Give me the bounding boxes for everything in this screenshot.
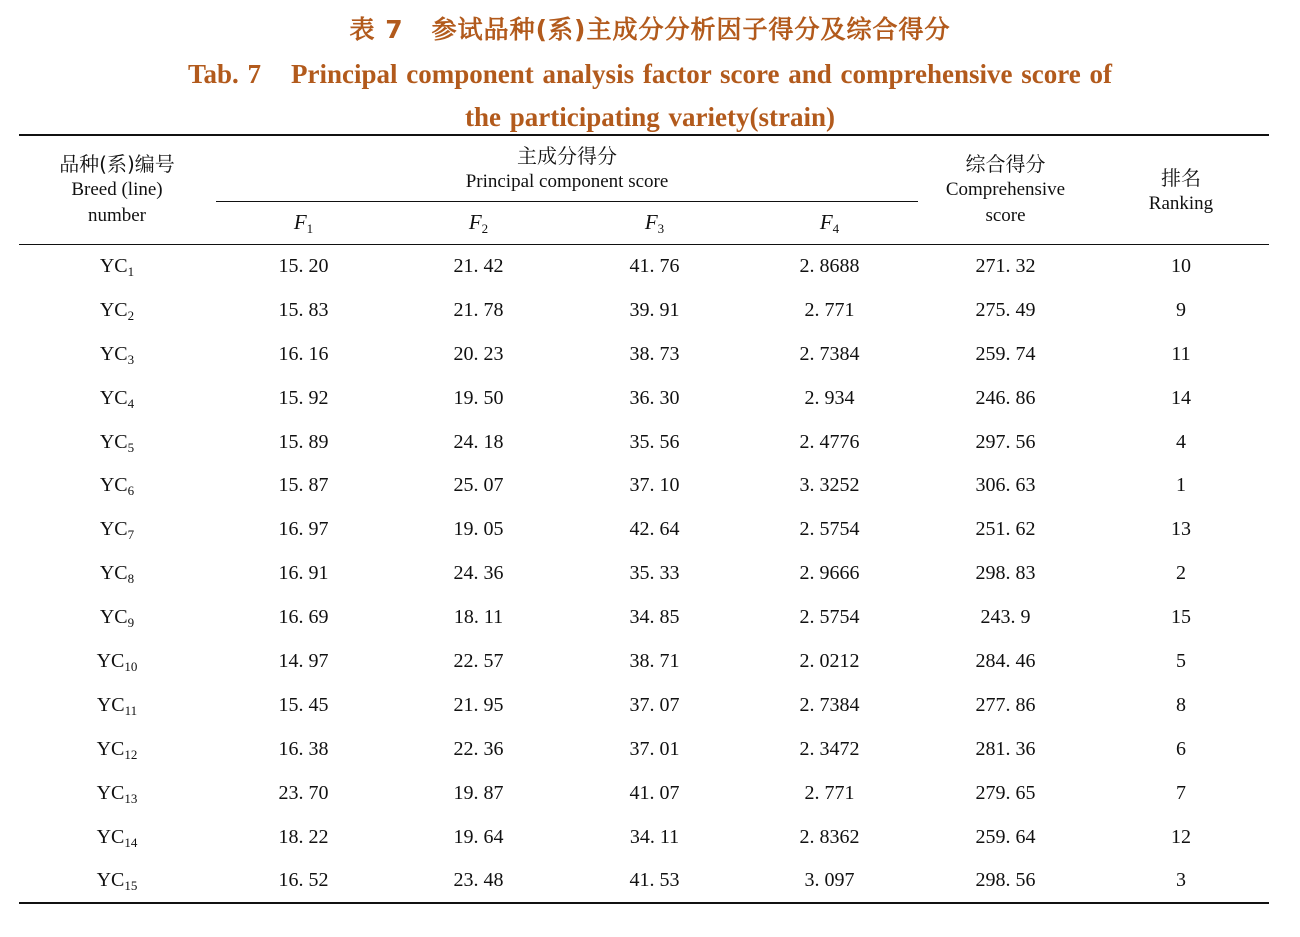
breed-prefix: YC	[96, 869, 125, 892]
f3-value: 37. 01	[629, 737, 680, 760]
f3-value: 35. 56	[629, 430, 680, 453]
ranking-value: 12	[1171, 825, 1191, 848]
ranking-value: 8	[1176, 693, 1186, 716]
header-rank-en: Ranking	[1148, 193, 1214, 214]
f2-value: 22. 36	[453, 737, 504, 760]
factor-letter: F	[819, 210, 833, 234]
breed-subscript: 8	[127, 571, 135, 587]
f2-value: 24. 18	[453, 430, 504, 453]
ranking-value: 9	[1176, 298, 1186, 321]
breed-id	[19, 377, 215, 421]
comprehensive-value: 298. 83	[975, 562, 1036, 585]
factor-subscript: 1	[306, 221, 314, 236]
table-top-rule	[19, 134, 1269, 136]
header-breed-en-line1: Breed (line)	[71, 179, 163, 200]
breed-id	[19, 333, 215, 377]
f4-value: 2. 3472	[799, 737, 860, 760]
comprehensive-value: 259. 64	[975, 825, 1036, 848]
f1-value: 15. 83	[278, 298, 329, 321]
f2-value: 22. 57	[453, 650, 504, 673]
header-breed-en-line2: number	[87, 205, 147, 226]
f3-value: 41. 76	[629, 255, 680, 277]
table-number-zh: 表 7	[349, 15, 404, 44]
comprehensive-value: 259. 74	[975, 342, 1036, 365]
f4-value: 2. 771	[804, 781, 855, 804]
f4-value: 2. 5754	[799, 518, 860, 541]
f2-value: 23. 48	[453, 869, 504, 892]
table-row	[19, 377, 1269, 421]
table-row	[19, 728, 1269, 772]
f1-value: 16. 97	[278, 518, 329, 541]
breed-id	[19, 728, 215, 772]
ranking-value: 7	[1176, 781, 1186, 804]
f4-value: 2. 7384	[799, 342, 860, 365]
table-body	[19, 245, 1269, 903]
breed-id	[19, 816, 215, 860]
f3-value: 35. 33	[629, 562, 680, 585]
table-row	[19, 245, 1269, 289]
f1-value: 15. 92	[278, 386, 329, 409]
ranking-value: 10	[1171, 255, 1191, 277]
breed-id	[19, 464, 215, 508]
header-f4	[742, 209, 917, 242]
f1-value: 14. 97	[278, 650, 329, 673]
table-row	[19, 552, 1269, 596]
header-ranking	[1093, 165, 1269, 217]
breed-id	[19, 245, 215, 289]
ranking-value: 14	[1171, 386, 1191, 409]
breed-id	[19, 772, 215, 816]
ranking-value: 5	[1176, 650, 1186, 673]
breed-prefix: YC	[99, 606, 128, 629]
breed-prefix: YC	[99, 386, 128, 409]
header-f3	[567, 209, 742, 242]
f3-value: 41. 53	[629, 869, 680, 892]
breed-subscript: 11	[124, 702, 138, 718]
header-breed-zh: 品种(系)编号	[59, 152, 175, 176]
breed-subscript: 2	[127, 307, 135, 323]
breed-prefix: YC	[96, 693, 125, 716]
breed-subscript: 6	[127, 483, 135, 499]
f3-value: 34. 85	[629, 606, 680, 629]
breed-id	[19, 289, 215, 333]
f1-value: 16. 16	[278, 342, 329, 365]
breed-subscript: 7	[127, 527, 135, 543]
breed-prefix: YC	[99, 255, 128, 277]
comprehensive-value: 246. 86	[975, 386, 1036, 409]
comprehensive-value: 277. 86	[975, 693, 1036, 716]
breed-id	[19, 859, 215, 903]
breed-subscript: 5	[127, 439, 135, 455]
header-pc-en: Principal component score	[465, 171, 669, 192]
f2-value: 21. 78	[453, 298, 504, 321]
breed-prefix: YC	[96, 737, 125, 760]
table-row	[19, 508, 1269, 552]
breed-prefix: YC	[96, 825, 125, 848]
comprehensive-value: 279. 65	[975, 781, 1036, 804]
header-f2	[391, 209, 566, 242]
f3-value: 42. 64	[629, 518, 680, 541]
factor-letter: F	[293, 210, 307, 234]
table-row	[19, 684, 1269, 728]
comprehensive-value: 251. 62	[975, 518, 1036, 541]
header-comp-zh: 综合得分	[965, 152, 1046, 176]
breed-subscript: 9	[127, 615, 135, 631]
f3-value: 38. 71	[629, 650, 680, 673]
breed-id	[19, 684, 215, 728]
breed-prefix: YC	[99, 298, 128, 321]
ranking-value: 3	[1176, 869, 1186, 892]
breed-prefix: YC	[99, 430, 128, 453]
f4-value: 2. 8362	[799, 825, 860, 848]
header-pc-zh: 主成分得分	[517, 144, 617, 168]
f3-value: 37. 10	[629, 474, 680, 497]
breed-id	[19, 596, 215, 640]
breed-subscript: 4	[127, 395, 135, 411]
breed-prefix: YC	[99, 562, 128, 585]
ranking-value: 2	[1176, 562, 1186, 585]
factor-letter: F	[468, 210, 482, 234]
comprehensive-value: 281. 36	[975, 737, 1036, 760]
table-row	[19, 333, 1269, 377]
breed-subscript: 3	[127, 351, 135, 367]
f2-value: 19. 64	[453, 825, 504, 848]
f1-value: 15. 45	[278, 693, 329, 716]
f1-value: 18. 22	[278, 825, 329, 848]
header-principal-component	[216, 143, 918, 195]
breed-id	[19, 640, 215, 684]
header-breed	[19, 151, 215, 229]
f3-value: 39. 91	[629, 298, 680, 321]
f2-value: 19. 87	[453, 781, 504, 804]
breed-subscript: 13	[124, 790, 138, 806]
ranking-value: 1	[1176, 474, 1186, 497]
table-row	[19, 640, 1269, 684]
table-row	[19, 772, 1269, 816]
table-row	[19, 859, 1269, 903]
f2-value: 19. 05	[453, 518, 504, 541]
breed-id	[19, 552, 215, 596]
table-row	[19, 421, 1269, 465]
table-title-en-line1: Principal component analysis factor score and comprehensive score of	[291, 59, 1112, 89]
f1-value: 16. 38	[278, 737, 329, 760]
ranking-value: 13	[1171, 518, 1191, 541]
breed-prefix: YC	[99, 518, 128, 541]
breed-prefix: YC	[99, 342, 128, 365]
comprehensive-value: 298. 56	[975, 869, 1036, 892]
factor-subscript: 2	[481, 221, 489, 236]
f2-value: 20. 23	[453, 342, 504, 365]
f4-value: 3. 3252	[799, 474, 860, 497]
comprehensive-value: 284. 46	[975, 650, 1036, 673]
breed-subscript: 12	[124, 746, 138, 762]
f2-value: 18. 11	[453, 606, 504, 629]
table-caption-zh	[0, 12, 1300, 48]
f4-value: 2. 771	[804, 298, 855, 321]
header-comp-en-line1: Comprehensive	[945, 179, 1066, 200]
factor-subscript: 4	[832, 221, 840, 236]
f2-value: 25. 07	[453, 474, 504, 497]
breed-subscript: 14	[124, 834, 138, 850]
ranking-value: 4	[1176, 430, 1186, 453]
breed-subscript: 10	[124, 659, 138, 675]
breed-subscript: 15	[124, 878, 138, 894]
table-row	[19, 816, 1269, 860]
breed-prefix: YC	[99, 474, 128, 497]
header-rank-zh: 排名	[1161, 166, 1201, 190]
f1-value: 16. 52	[278, 869, 329, 892]
ranking-value: 11	[1171, 342, 1191, 365]
table-title-zh: 参试品种(系)主成分分析因子得分及综合得分	[431, 15, 951, 44]
f4-value: 2. 0212	[799, 650, 860, 673]
f1-value: 23. 70	[278, 781, 329, 804]
f3-value: 34. 11	[629, 825, 680, 848]
f1-value: 16. 91	[278, 562, 329, 585]
header-comprehensive	[918, 151, 1093, 229]
f3-value: 37. 07	[629, 693, 680, 716]
factor-subscript: 3	[657, 221, 665, 236]
f3-value: 36. 30	[629, 386, 680, 409]
f3-value: 41. 07	[629, 781, 680, 804]
f4-value: 2. 9666	[799, 562, 860, 585]
ranking-value: 6	[1176, 737, 1186, 760]
comprehensive-value: 306. 63	[975, 474, 1036, 497]
comprehensive-value: 297. 56	[975, 430, 1036, 453]
f1-value: 16. 69	[278, 606, 329, 629]
f4-value: 2. 7384	[799, 693, 860, 716]
f4-value: 2. 934	[804, 386, 855, 409]
comprehensive-value: 243. 9	[980, 606, 1031, 629]
breed-id	[19, 421, 215, 465]
factor-letter: F	[644, 210, 658, 234]
f1-value: 15. 89	[278, 430, 329, 453]
breed-subscript: 1	[127, 264, 135, 279]
principal-component-subrule	[216, 201, 918, 202]
f4-value: 3. 097	[804, 869, 855, 892]
f4-value: 2. 4776	[799, 430, 860, 453]
table-row	[19, 289, 1269, 333]
breed-prefix: YC	[96, 650, 125, 673]
f2-value: 21. 42	[453, 255, 504, 277]
table-number-en: Tab. 7	[188, 59, 262, 89]
table-title-en-line2: the participating variety(strain)	[465, 102, 835, 132]
f4-value: 2. 5754	[799, 606, 860, 629]
breed-prefix: YC	[96, 781, 125, 804]
f2-value: 21. 95	[453, 693, 504, 716]
f4-value: 2. 8688	[799, 255, 860, 277]
comprehensive-value: 271. 32	[975, 255, 1036, 277]
table-caption-en	[0, 56, 1300, 92]
f1-value: 15. 87	[278, 474, 329, 497]
comprehensive-value: 275. 49	[975, 298, 1036, 321]
f3-value: 38. 73	[629, 342, 680, 365]
f2-value: 19. 50	[453, 386, 504, 409]
header-f1	[216, 209, 391, 242]
ranking-value: 15	[1171, 606, 1191, 629]
f1-value: 15. 20	[278, 255, 329, 277]
table-row	[19, 464, 1269, 508]
header-comp-en-line2: score	[985, 205, 1026, 226]
breed-id	[19, 508, 215, 552]
f2-value: 24. 36	[453, 562, 504, 585]
table-row	[19, 596, 1269, 640]
